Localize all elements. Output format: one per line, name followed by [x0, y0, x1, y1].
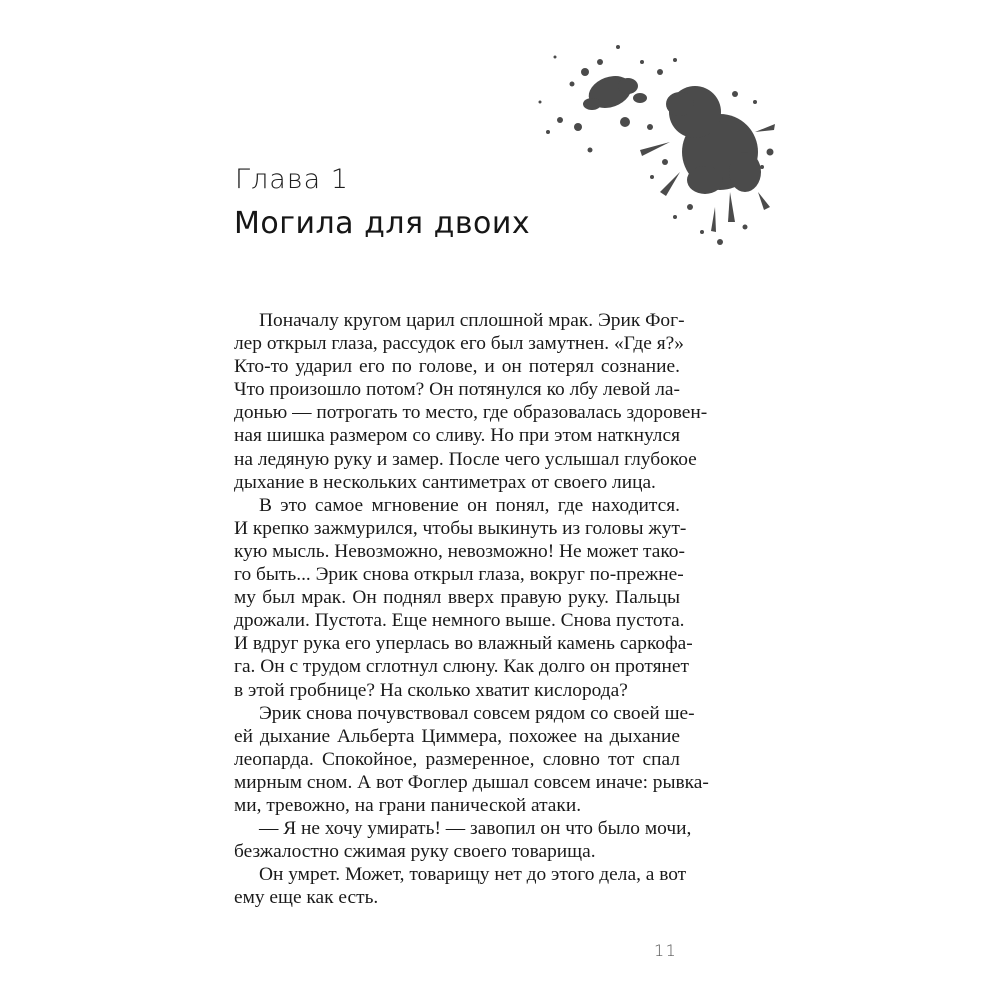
chapter-title: Могила для двоих: [234, 206, 531, 241]
text-line: И крепко зажмурился, чтобы выкинуть из головы жут-: [234, 517, 687, 539]
chapter-body: [234, 309, 709, 909]
text-line: Что произошло потом? Он потянулся ко лбу левой ла-: [234, 379, 680, 401]
ink-splatter-image: [530, 32, 780, 252]
text-line: му был мрак. Он поднял вверх правую руку. Пальцы: [234, 587, 680, 609]
text-line: донью — потрогать то место, где образовалась здоровен-: [234, 402, 708, 424]
text-line: лер открыл глаза, рассудок его был замутнен. «Где я?»: [234, 333, 684, 355]
text-line: ей дыхание Альберта Циммера, похожее на дыхание: [234, 725, 680, 747]
paragraph-container: [234, 309, 709, 909]
text-line: на ледяную руку и замер. После чего услышал глубокое: [234, 448, 697, 470]
text-line: ему еще как есть.: [234, 887, 379, 909]
text-line: Он умрет. Может, товарищу нет до этого дела, а вот: [259, 864, 687, 886]
text-line: Поначалу кругом царил сплошной мрак. Эрик Фог-: [259, 310, 685, 331]
chapter-label: Глава 1: [235, 164, 349, 195]
text-line: — Я не хочу умирать! — завопил он что было мочи,: [259, 818, 692, 840]
ink-blots: [539, 45, 776, 245]
text-line: в этой гробнице? На сколько хватит кислорода?: [234, 679, 628, 701]
text-line: дрожали. Пустота. Еще немного выше. Снова пустота.: [234, 610, 685, 632]
text-line: И вдруг рука его уперлась во влажный камень саркофа-: [234, 633, 693, 655]
text-line: В это самое мгновение он понял, где находится.: [259, 494, 680, 516]
text-line: ми, тревожно, на грани панической атаки.: [234, 794, 582, 816]
text-line: мирным сном. А вот Фоглер дышал совсем иначе: рывка-: [234, 771, 709, 793]
text-line: го быть... Эрик снова открыл глаза, вокруг по-прежне-: [234, 564, 684, 586]
text-line: га. Он с трудом сглотнул слюну. Как долго он протянет: [234, 656, 689, 678]
text-line: Кто-то ударил его по голове, и он потерял сознание.: [234, 356, 680, 378]
text-line: Эрик снова почувствовал совсем рядом со своей ше-: [259, 702, 695, 724]
text-line: кую мысль. Невозможно, невозможно! Не может тако-: [234, 540, 685, 562]
text-line: безжалостно сжимая руку своего товарища.: [234, 841, 596, 863]
text-line: дыхание в нескольких сантиметрах от своего лица.: [234, 471, 656, 493]
page-number: 11: [654, 941, 678, 960]
text-line: леопарда. Спокойное, размеренное, словно тот спал: [234, 748, 680, 770]
text-line: ная шишка размером со сливу. Но при этом наткнулся: [234, 425, 680, 447]
